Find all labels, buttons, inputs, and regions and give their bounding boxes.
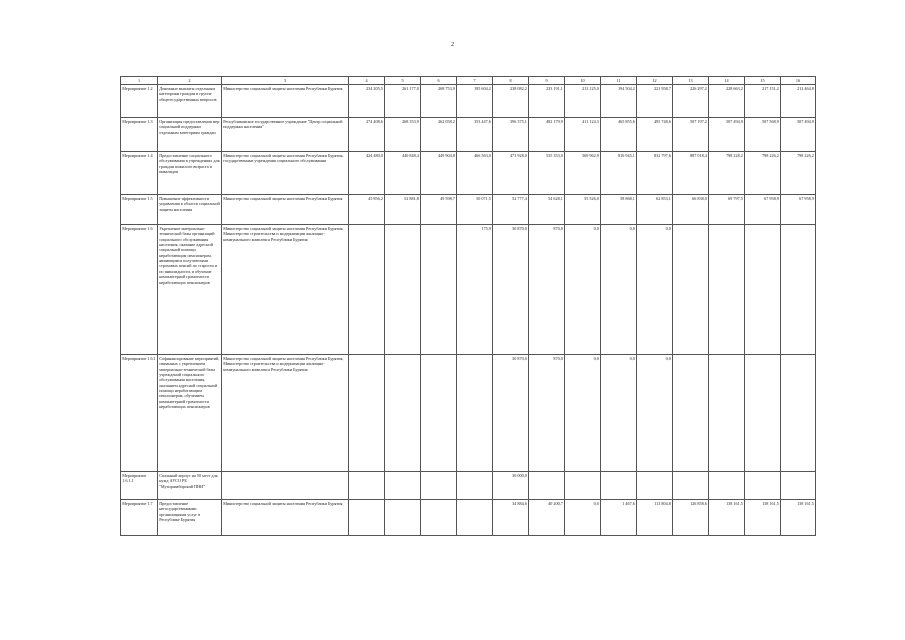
value-cell: 113 804,8 [637, 500, 673, 536]
measure-name-cell: Софинансирование мероприятий, связанных с укреплением материально-технической базы учреждений социального обслуживания населения, оказанием адресной социальной помощи неработающим пенсионерам, обучением компьютерной грамотности неработающих пенсионеров [158, 355, 222, 472]
value-cell: 507 197,2 [673, 118, 709, 152]
executor-cell: Министерство социальной защиты населения Республики Бурятия, государственные учреждения социального обслуживания [222, 152, 349, 195]
column-header: 12 [637, 77, 673, 85]
value-cell: 30 870,0 [493, 225, 529, 355]
value-cell: 832 797,6 [637, 152, 673, 195]
column-header: 13 [673, 77, 709, 85]
value-cell: 0,0 [565, 355, 601, 472]
column-header: 1 [121, 77, 158, 85]
value-cell: 268 353,9 [385, 118, 421, 152]
value-cell [673, 355, 709, 472]
table-row [121, 85, 816, 118]
table-row [121, 152, 816, 195]
value-cell: 221 958,7 [637, 85, 673, 118]
measure-name-cell: Укрепление материально-технической базы организаций социального обслуживания населения, оказание адресной социальной помощи неработающим пенсионерам, являющимся получателями страховых пенсий по старости и по инвалидности, и обучение компьютерной грамотности неработающих пенсионеров [158, 225, 222, 355]
value-cell: 569 962,9 [565, 152, 601, 195]
value-cell [385, 472, 421, 500]
value-cell: 0,0 [637, 355, 673, 472]
value-cell [385, 355, 421, 472]
value-cell [601, 472, 637, 500]
value-cell: 233 191,1 [529, 85, 565, 118]
value-cell: 34 884,6 [493, 500, 529, 536]
value-cell: 0,0 [637, 225, 673, 355]
value-cell: 353 447,6 [457, 118, 493, 152]
column-header: 15 [745, 77, 781, 85]
value-cell: 0,0 [565, 225, 601, 355]
measure-name-cell: Спальный корпус на 50 мест для нужд АУСО РБ "Мухоршибирский ПНИ" [158, 472, 222, 500]
value-cell [745, 472, 781, 500]
value-cell: 194 504,2 [601, 85, 637, 118]
value-cell: 495 748,6 [637, 118, 673, 152]
measure-name-cell: Предоставление негосударственными организациями услуг в Республике Бурятия [158, 500, 222, 536]
value-cell [421, 500, 457, 536]
value-cell: 54 628,1 [529, 195, 565, 225]
column-header: 7 [457, 77, 493, 85]
value-cell: 274 408,6 [349, 118, 385, 152]
value-cell [781, 472, 816, 500]
value-cell: 411 124,3 [565, 118, 601, 152]
column-header: 4 [349, 77, 385, 85]
value-cell: 40 200,7 [529, 500, 565, 536]
executor-cell: Министерство социальной защиты населения Республики Бурятия, Министерство строительства и модернизации жилищно-коммунального комплекса Республики Бурятия [222, 225, 349, 355]
value-cell [745, 355, 781, 472]
table-row [121, 355, 816, 472]
executor-cell: Министерство социальной защиты населения Республики Бурятия [222, 500, 349, 536]
value-cell [637, 472, 673, 500]
value-cell [349, 472, 385, 500]
value-cell: 175,9 [457, 225, 493, 355]
table-row [121, 500, 816, 536]
value-cell: 507 568,9 [745, 118, 781, 152]
value-cell: 234 205,5 [349, 85, 385, 118]
value-cell [421, 355, 457, 472]
column-header: 2 [158, 77, 222, 85]
value-cell: 212 464,8 [781, 85, 816, 118]
value-cell [709, 355, 745, 472]
value-cell: 138 161,5 [709, 500, 745, 536]
value-cell [673, 472, 709, 500]
value-cell: 49 598,7 [421, 195, 457, 225]
measure-code-cell: Мероприятие 1.6.1 [121, 355, 158, 472]
value-cell: 535 353,0 [529, 152, 565, 195]
value-cell: 268 753,9 [421, 85, 457, 118]
value-cell [385, 225, 421, 355]
value-cell: 55 526,0 [565, 195, 601, 225]
column-header: 16 [781, 77, 816, 85]
value-cell: 887 018,4 [673, 152, 709, 195]
measure-name-cell: Повышение эффективности управления в области социальной защиты населения [158, 195, 222, 225]
value-cell: 465 855,6 [601, 118, 637, 152]
measure-name-cell: Предоставление социального обслуживания в учреждениях для граждан пожилого возраста и инвалидов [158, 152, 222, 195]
value-cell: 226 297,2 [673, 85, 709, 118]
value-cell: 66 838,0 [673, 195, 709, 225]
value-cell [421, 472, 457, 500]
value-cell [781, 225, 816, 355]
executor-cell: Министерство социальной защиты населения Республики Бурятия, Министерство строительства и модернизации жилищно-коммунального комплекса Республики Бурятия [222, 355, 349, 472]
value-cell: 798 226,2 [781, 152, 816, 195]
value-cell [457, 355, 493, 472]
column-header: 5 [385, 77, 421, 85]
measure-code-cell: Мероприятие 1.6 [121, 225, 158, 355]
measure-name-cell: Денежные выплаты отдельным категориям граждан и группе общегосударственных вопросов [158, 85, 222, 118]
measure-code-cell: Мероприятие 1.6.1.1 [121, 472, 158, 500]
value-cell: 0,0 [601, 225, 637, 355]
value-cell: 440 848,4 [385, 152, 421, 195]
measure-code-cell: Мероприятие 1.3 [121, 118, 158, 152]
value-cell: 507 494,9 [781, 118, 816, 152]
value-cell: 30 870,0 [493, 355, 529, 472]
column-header: 8 [493, 77, 529, 85]
value-cell: 52 881,8 [385, 195, 421, 225]
value-cell: 1 467,6 [601, 500, 637, 536]
value-cell [529, 472, 565, 500]
value-cell [385, 500, 421, 536]
value-cell: 228 663,2 [709, 85, 745, 118]
value-cell [457, 472, 493, 500]
column-header: 10 [565, 77, 601, 85]
measure-code-cell: Мероприятие 1.5 [121, 195, 158, 225]
value-cell [709, 472, 745, 500]
value-cell [457, 500, 493, 536]
value-cell: 126 858,6 [673, 500, 709, 536]
value-cell: 195 604,2 [457, 85, 493, 118]
value-cell: 213 125,0 [565, 85, 601, 118]
value-cell: 466 563,0 [457, 152, 493, 195]
value-cell: 261 177,0 [385, 85, 421, 118]
executor-cell: Министерство социальной защиты населения Республики Бурятия [222, 85, 349, 118]
value-cell: 798 226,2 [745, 152, 781, 195]
value-cell: 449 904,8 [421, 152, 457, 195]
value-cell: 58 868,1 [601, 195, 637, 225]
value-cell: 52 777,4 [493, 195, 529, 225]
value-cell [745, 225, 781, 355]
value-cell: 870,0 [529, 355, 565, 472]
value-cell [565, 472, 601, 500]
value-cell [781, 355, 816, 472]
value-cell: 50 071,5 [457, 195, 493, 225]
measure-code-cell: Мероприятие 1.4 [121, 152, 158, 195]
value-cell: 67 958,9 [745, 195, 781, 225]
executor-cell: Республиканское государственное учреждение "Центр социальной поддержки населения" [222, 118, 349, 152]
executor-cell [222, 472, 349, 500]
value-cell: 262 058,2 [421, 118, 457, 152]
value-cell: 507 494,9 [709, 118, 745, 152]
value-cell [709, 225, 745, 355]
value-cell: 238 082,2 [493, 85, 529, 118]
budget-table [120, 76, 816, 536]
column-header: 3 [222, 77, 349, 85]
page-number: 2 [451, 42, 454, 48]
measure-code-cell: Мероприятие 1.2 [121, 85, 158, 118]
value-cell: 45 856,2 [349, 195, 385, 225]
value-cell: 471 928,0 [493, 152, 529, 195]
table-row [121, 225, 816, 355]
value-cell: 69 797,5 [709, 195, 745, 225]
value-cell [349, 355, 385, 472]
value-cell: 30 000,0 [493, 472, 529, 500]
value-cell: 67 958,9 [781, 195, 816, 225]
value-cell: 138 161,5 [781, 500, 816, 536]
value-cell [349, 500, 385, 536]
table-header-row [121, 77, 816, 85]
value-cell: 870,0 [529, 225, 565, 355]
value-cell: 424 480,0 [349, 152, 385, 195]
value-cell: 816 945,1 [601, 152, 637, 195]
executor-cell: Министерство социальной защиты населения Республики Бурятия [222, 195, 349, 225]
table-row [121, 118, 816, 152]
value-cell [421, 225, 457, 355]
value-cell: 217 151,2 [745, 85, 781, 118]
table-row [121, 472, 816, 500]
value-cell: 798 228,2 [709, 152, 745, 195]
measure-code-cell: Мероприятие 1.7 [121, 500, 158, 536]
value-cell: 62 853,1 [637, 195, 673, 225]
value-cell: 138 161,5 [745, 500, 781, 536]
value-cell: 482 179,9 [529, 118, 565, 152]
value-cell [673, 225, 709, 355]
measure-name-cell: Организация предоставления мер социальной поддержки отдельным категориям граждан [158, 118, 222, 152]
column-header: 11 [601, 77, 637, 85]
value-cell: 0,0 [565, 500, 601, 536]
value-cell: 396 375,1 [493, 118, 529, 152]
value-cell: 0,0 [601, 355, 637, 472]
column-header: 9 [529, 77, 565, 85]
table-row [121, 195, 816, 225]
value-cell [349, 225, 385, 355]
column-header: 6 [421, 77, 457, 85]
column-header: 14 [709, 77, 745, 85]
